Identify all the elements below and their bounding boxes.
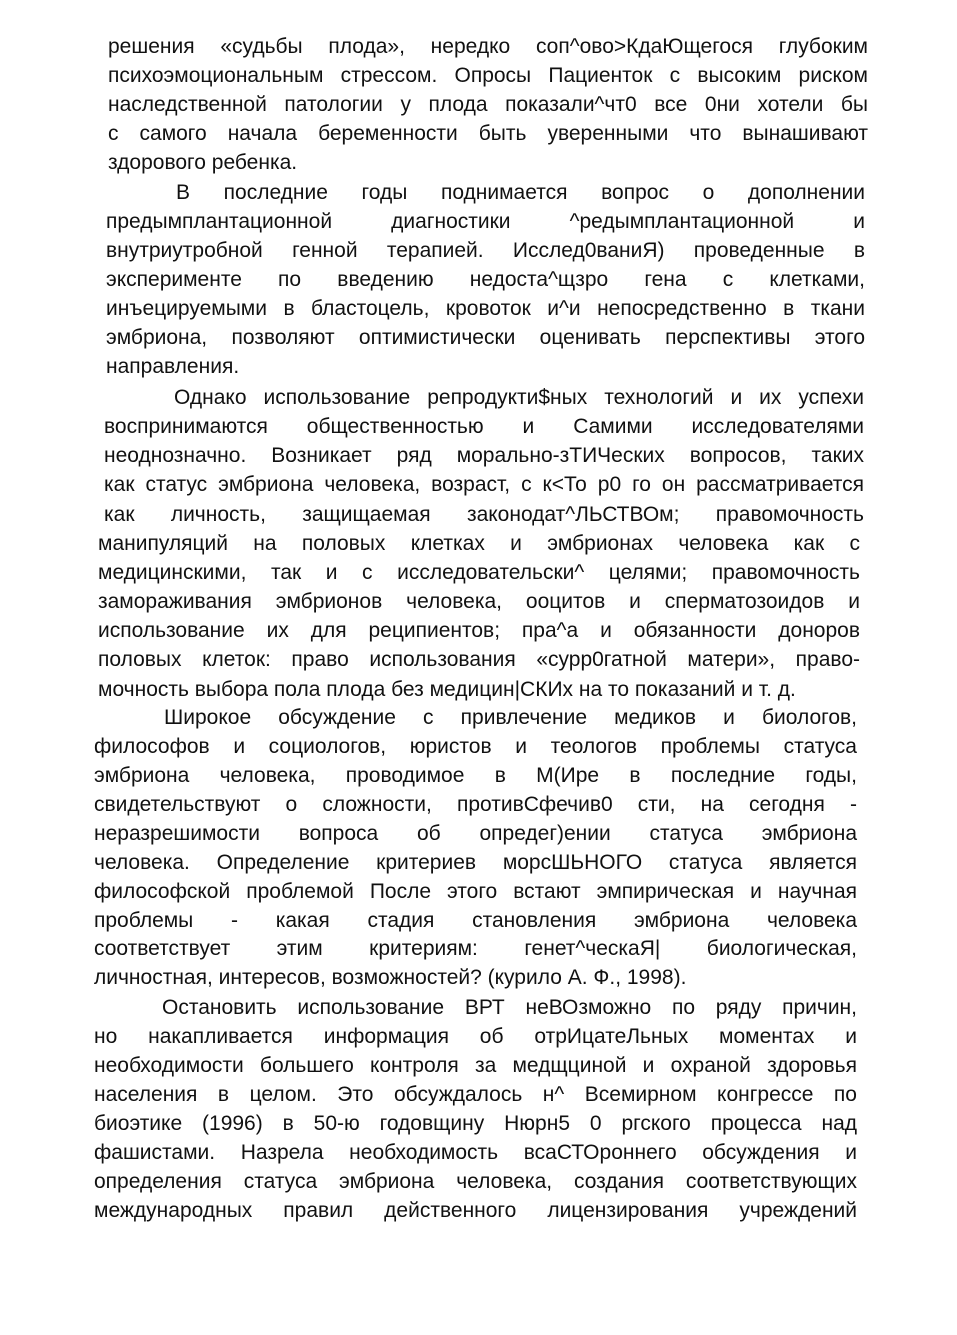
text-line: половых клеток: право использования «сурр0гатной матери», право-: [98, 648, 860, 671]
text-line: определения статуса эмбриона человека, создания соответствующих: [94, 1170, 857, 1193]
text-line: неоднозначно. Возникает ряд морально-зТИЧеских вопросов, таких: [104, 444, 864, 467]
text-line: манипуляций на половых клетках и эмбрионах человека как с: [98, 532, 860, 555]
text-line: замораживания эмбрионов человека, ооцитов и сперматозоидов и: [98, 590, 860, 613]
text-line: решения «судьбы плода», нередко соп^ово>КдаЮщегося глубоким: [108, 35, 868, 58]
text-line: мочность выбора пола плода без медицин|СКИх на то показаний и т. д.: [98, 678, 796, 701]
text-line: населения в целом. Это обсуждалось н^ Всемирном конгрессе по: [94, 1083, 857, 1106]
text-line: человека. Определение критериев морсШЬНОГО статуса является: [94, 851, 857, 874]
text-line: инъецируемыми в бластоцель, кровоток и^и непосредственно в ткани: [106, 297, 865, 320]
text-line: философской проблемой После этого встают эмпирическая и научная: [94, 880, 857, 903]
text-line: свидетельствуют о сложности, противСфечив0 сти, на сегодня -: [94, 793, 857, 816]
text-line: неразрешимости вопроса об опредег)ении статуса эмбриона: [94, 822, 857, 845]
text-line: Остановить использование ВРТ неВОзможно по ряду причин,: [162, 996, 857, 1019]
text-line: психоэмоциональным стрессом. Опросы Пациенток с высоким риском: [108, 64, 868, 87]
text-line: проблемы - какая стадия становления эмбриона человека: [94, 909, 857, 932]
text-line: предымплантационной диагностики ^редымплантационной и: [106, 210, 865, 233]
text-line: необходимости большего контроля за медщциной и охраной здоровья: [94, 1054, 857, 1077]
text-line: философов и социологов, юристов и теологов проблемы статуса: [94, 735, 857, 758]
text-line: воспринимаются общественностью и Самими исследователями: [104, 415, 864, 438]
text-line: Широкое обсуждение с привлечение медиков и биологов,: [164, 706, 857, 729]
text-line: направления.: [106, 355, 240, 378]
text-line: но накапливается информация об отрИцатеЛьных моментах и: [94, 1025, 857, 1048]
text-line: как личность, защищаемая законодат^ЛЬСТВОм; правомочность: [104, 503, 864, 526]
text-line: В последние годы поднимается вопрос о дополнении: [176, 181, 865, 204]
text-line: с самого начала беременности быть уверенными что вынашивают: [108, 122, 868, 145]
text-line: медицинскими, так и с исследовательски^ целями; правомочность: [98, 561, 860, 584]
text-line: как статус эмбриона человека, возраст, с к<То р0 го он рассматривается: [104, 473, 864, 496]
text-line: биоэтике (1996) в 50-ю годовщину Нюрн5 0 ргского процесса над: [94, 1112, 857, 1135]
text-line: фашистами. Назрела необходимость всаСТОроннего обсуждения и: [94, 1141, 857, 1164]
text-line: Однако использование репродукти$ных технологий и их успехи: [174, 386, 864, 409]
text-line: эксперименте по введению недоста^щзро гена с клетками,: [106, 268, 865, 291]
text-line: соответствует этим критериям: генет^ческаЯ| биологическая,: [94, 937, 857, 960]
text-line: эмбриона человека, проводимое в М(Ире в последние годы,: [94, 764, 857, 787]
text-line: эмбриона, позволяют оптимистически оценивать перспективы этого: [106, 326, 865, 349]
text-line: здорового ребенка.: [108, 151, 298, 174]
text-line: международных правил действенного лицензирования учреждений: [94, 1199, 857, 1222]
text-line: наследственной патологии у плода показали^чт0 все 0ни хотели бы: [108, 93, 868, 116]
text-line: внутриутробной генной терапией. Исслед0ваниЯ) проведенные в: [106, 239, 865, 262]
text-line: использование их для реципиентов; пра^а и обязанности доноров: [98, 619, 860, 642]
text-line: личностная, интересов, возможностей? (курило А. Ф., 1998).: [94, 966, 687, 989]
